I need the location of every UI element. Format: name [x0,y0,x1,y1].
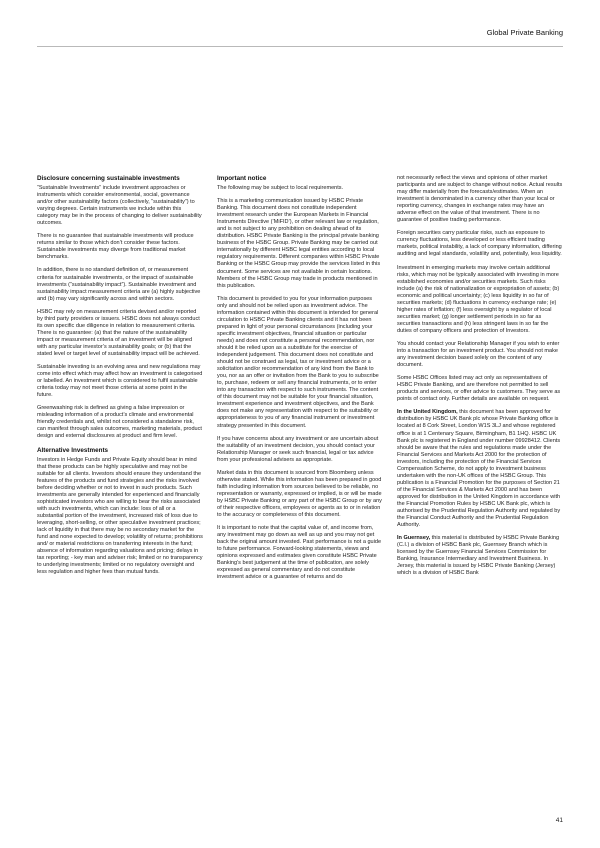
body-columns [37,175,563,815]
header-divider [37,46,563,47]
paragraph: HSBC may rely on measurement criteria devised and/or reported by third party providers or issuers. HSBC does not always conduct its own specific due diligence in relation to measurement criteria. There is no guarantee: (a) that the nature of the sustainability impact or measurement criteria of an investment will be aligned with any particular investor’s sustainability goals; or (b) that the stated level or target level of sustainability impact will be achieved. [37,308,200,357]
paragraph-uk [397,409,563,529]
paragraph: This document is provided to you for your information purposes only and should not be relied upon as investment advice. The information contained within this document is intended for general circulation to HSBC Private Banking clients and it has not been prepared in light of your personal circumstances (including your specific investment objectives, financial situation or particular needs) and does not constitute a personal recommendation, nor should it be relied upon as a substitute for the exercise of independent judgement. This document does not constitute and should not be construed as legal, tax or investment advice or a solicitation and/or recommendation of any kind from the Bank to you, nor as an offer or invitation from the Bank to you to subscribe to, purchase, redeem or sell any financial instruments, or to enter into any transaction with respect to such instruments. The content of this document may not be suitable for your financial situation, investment experience and investment objectives, and the Bank does not make any representation with respect to the suitability or appropriateness to you of any financial instrument or investment strategy presented in this document. [217,295,379,429]
paragraph: not necessarily reflect the views and opinions of other market participants and are subject to change without notice. Actual results may differ materially from the forecasts/estimates. When an investment is denominated in a currency other than your local or reporting currency, changes in exchange rates may have an adverse effect on the value of that investment. There is no guarantee of positive trading performance. [397,175,563,224]
paragraph-text: this material is distributed by HSBC Private Banking (C.I.) a division of HSBC Bank plc, Guernsey Branch which is licensed by the Guernsey Financial Services Commission for Banking, Insurance Intermediary and Investment Business. In Jersey, this material is issued by HSBC Private Banking (Jersey) which is a division of HSBC Bank [397,535,560,577]
paragraph: Foreign securities carry particular risks, such as exposure to currency fluctuations, less developed or less efficient trading markets, political instability, a lack of company information, differing auditing and legal standards, volatility and, potentially, less liquidity. [397,230,562,258]
paragraph: You should contact your Relationship Manager if you wish to enter into a transaction for an investment product. You should not make any investment decision based solely on the content of any document. [397,340,560,369]
column-2 [217,175,383,815]
page-header-title: Global Private Banking [486,28,563,37]
paragraph: If you have concerns about any investment or are uncertain about the suitability of an investment decision, you should contact your Relationship Manager or seek such financial, legal or tax advice from your professional advisers as appropriate. [217,435,379,463]
region-lead-guernsey: In Guernsey, [397,535,431,542]
region-lead-uk: In the United Kingdom, [397,409,458,416]
page-number: 41 [555,817,563,824]
paragraph: Some HSBC Offices listed may act only as representatives of HSBC Private Banking, and are therefore not permitted to sell products and services, or offer advice to customers. They serve as points of contact only. Further details are available on request. [397,375,561,403]
paragraph: Market data in this document is sourced from Bloomberg unless otherwise stated. While this information has been prepared in good faith including information from sources believed to be reliable, no representation or warranty, expressed or implied, is or will be made by HSBC Private Banking or any part of the HSBC Group or by any of their respective officers, employees or agents as to or in relation to the accuracy or completeness of this document. [217,469,382,519]
paragraph: This is a marketing communication issued by HSBC Private Banking. This document does not constitute independent investment research under the European Markets in Financial Instruments Directive (‘MiFID’), or other relevant law or regulation, and is not subject to any prohibition on dealing ahead of its distribution. HSBC Private Banking is the principal private banking business of the HSBC Group. Private Banking may be carried out internationally by different HSBC legal entities according to local regulatory requirements. Different companies within HSBC Private Banking or the HSBC Group may provide the services listed in this document. Some services are not available in certain locations. Members of the HSBC Group may trade in products mentioned in this publication. [217,198,381,289]
paragraph: Greenwashing risk is defined as giving a false impression or misleading information of a product’s climate and environmental friendly credentials and, whilst not considered a standalone risk, can manifest through sales outcomes, marketing materials, product design and external disclosures at product and firm level. [37,405,202,440]
paragraph-text: this document has been approved for distribution by HSBC UK Bank plc whose Private Banking office is located at 8 Cork Street, London W1S 3LJ and whose registered office is at 1 Centenary Square, Birmingham, B1 1HQ. HSBC UK Bank plc is registered in England under number 09928412. Clients should be aware that the rules and regulations made under the Financial Services and Markets Act 2000 for the protection of investors, including the protection of the Financial Services Compensation Scheme, do not apply to investment business undertaken with the non-UK offices of the HSBC Group. This publication is a Financial Promotion for the purposes of Section 21 of the Financial Services & Markets Act 2000 and has been approved for distribution in the United Kingdom in accordance with the Financial Promotion Rules by HSBC UK Bank plc, which is authorised by the Prudential Regulation Authority and regulated by the Financial Conduct Authority and the Prudential Regulation Authority. [397,409,561,529]
paragraph: “Sustainable Investments” include investment approaches or instruments which consider environmental, social, governance and/or other sustainability factors (collectively, “sustainability”) to varying degrees. Certain instruments we include within this category may be in the process of changing to deliver sustainability outcomes. [37,185,202,227]
paragraph: The following may be subject to local requirements. [217,185,344,191]
column-1 [37,175,203,815]
section-heading-alternative: Alternative Investments [37,446,109,454]
paragraph: It is important to note that the capital value of, and income from, any investment may go down as well as up and you may not get back the original amount invested. Past performance is not a guide to future performance. Forward-looking statements, views and opinions expressed and estimates given constitute HSBC Private Banking’s best judgement at the time of publication, are solely expressed as general commentary and do not constitute investment advice or a guarantee of returns and do [217,525,382,581]
section-heading-important-notice: Important notice [217,175,267,182]
paragraph: Investors in Hedge Funds and Private Equity should bear in mind that these products can be highly speculative and may not be suitable for all clients. Investors should ensure they understand the features of the products and fund strategies and the risks involved before deciding whether or not to invest in such products. Such investments are generally intended for experienced and financially sophisticated investors who are willing to bear the risks associated with such investments, which can include: loss of all or a substantial portion of the investment, increased risk of loss due to leveraging, short-selling, or other speculative investment practices; lack of liquidity in that there may be no secondary market for the fund and none expected to develop; volatility of returns; prohibitions and/ or material restrictions on transferring interests in the fund; absence of information regarding valuations and pricing; delays in tax reporting; - key man and adviser risk; limited or no transparency to underlying investments; limited or no regulatory oversight and less regulation and higher fees than mutual funds. [37,456,203,576]
paragraph-guernsey [397,535,563,577]
section-heading-sustainable: Disclosure concerning sustainable investments [37,175,180,182]
paragraph: Investment in emerging markets may involve certain additional risks, which may not be typically associated with investing in more established economies and/or securities markets. Such risks include (a) the risk of nationalization or expropriation of assets; (b) economic and political uncertainty; (c) less liquidity in so far of securities markets; (d) fluctuations in currency exchange rate; (e) higher rates of inflation; (f) less oversight by a regulator of local securities market; (g) longer settlement periods in so far as securities transactions and (h) less stringent laws in so far the duties of company officers and protection of Investors. [397,264,560,334]
paragraph: There is no guarantee that sustainable investments will produce returns similar to those which don’t consider these factors. Sustainable investments may diverge from traditional market benchmarks. [37,233,194,261]
column-3 [397,175,563,815]
paragraph: In addition, there is no standard definition of, or measurement criteria for sustainable investments, or the impact of sustainable investments (“sustainability impact”). Sustainable investment and sustainability impact measurement criteria are (a) highly subjective and (b) may vary significantly across and within sectors. [37,267,201,302]
paragraph: Sustainable investing is an evolving area and new regulations may come into effect which may affect how an investment is categorised or labelled. An investment which is considered to fulfil sustainable criteria today may not meet those criteria at some point in the future. [37,364,203,399]
